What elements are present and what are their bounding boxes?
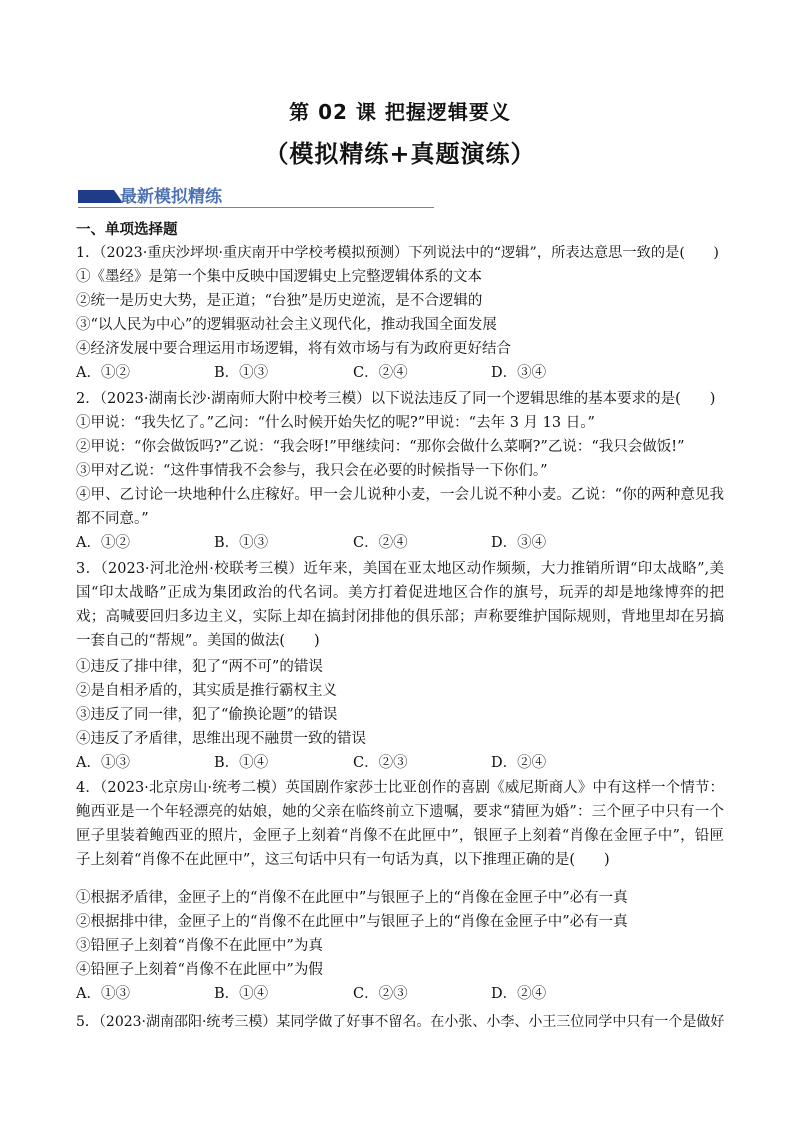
question-stem: 3．（2023·河北沧州·校联考三模）近年来，美国在亚太地区动作频频，大力推销所谓“印太战略”,美国“印太战略”正成为集团政治的代名词。美方打着促进地区合作的旗号，玩弄的却是地缘博弈的把戏；高喊要回归多边主义，实际上却在搞封闭排他的俱乐部；声称要维护国际规则，背地里却在另搞一套自己的“帮规”。美国的做法( )	[76, 561, 724, 649]
banner-underline	[78, 207, 434, 208]
statement-item: ②是自相矛盾的，其实质是推行霸权主义	[76, 683, 337, 699]
option-d: D．③④	[491, 365, 547, 381]
statement-item: ①违反了排中律，犯了“两不可”的错误	[76, 659, 323, 675]
option-c: C．②③	[353, 986, 408, 1002]
part-heading: 一、单项选择题	[76, 222, 178, 238]
question-stem: 4．（2023·北京房山·统考二模）英国剧作家莎士比亚创作的喜剧《威尼斯商人》中有这样一个情节：鲍西亚是一个年轻漂亮的姑娘，她的父亲在临终前立下遗嘱，要求“猜匣为婚”：三个匣子中只有一个匣子里装着鲍西亚的照片，金匣子上刻着“肖像不在此匣中”，银匣子上刻着“肖像在金匣子中”，铅匣子上刻着“肖像不在此匣中”，这三句话中只有一句话为真，以下推理正确的是( )	[76, 780, 724, 868]
statement-item: ③违反了同一律，犯了“偷换论题”的错误	[76, 707, 338, 723]
statement-item: ④甲、乙讨论一块地种什么庄稼好。甲一会儿说种小麦，一会儿说不种小麦。乙说：“你的两种意见我都不同意。”	[76, 487, 724, 527]
option-b: B．①③	[214, 365, 269, 381]
option-d: D．②④	[491, 755, 547, 771]
statement-item: ③铅匣子上刻着“肖像不在此匣中”为真	[76, 938, 323, 954]
option-b: B．①④	[214, 755, 269, 771]
option-c: C．②④	[353, 535, 408, 551]
lesson-subtitle: （模拟精练+真题演练）	[264, 140, 536, 168]
statement-item: ③甲对乙说：“这件事情我不会参与，我只会在必要的时候指导一下你们。”	[76, 463, 548, 479]
option-c: C．②③	[353, 755, 408, 771]
statement-item: ④违反了矛盾律，思维出现不融贯一致的错误	[76, 731, 366, 747]
statement-item: ④铅匣子上刻着“肖像不在此匣中”为假	[76, 962, 323, 978]
option-d: D．②④	[491, 986, 547, 1002]
option-b: B．①④	[214, 986, 269, 1002]
statement-item: ④经济发展中要合理运用市场逻辑，将有效市场与有为政府更好结合	[76, 341, 511, 357]
question-stem: 1．（2023·重庆沙坪坝·重庆南开中学校考模拟预测）下列说法中的“逻辑”，所表达意思一致的是( )	[76, 245, 719, 261]
question-stem: 2．（2023·湖南长沙·湖南师大附中校考三模）以下说法违反了同一个逻辑思维的基本要求的是( )	[76, 391, 716, 407]
statement-item: ②甲说：“你会做饭吗?”乙说：“我会呀!”甲继续问：“那你会做什么菜啊?”乙说：“我只会做饭!”	[76, 439, 685, 455]
statement-item: ①甲说：“我失忆了。”乙问：“什么时候开始失忆的呢?”甲说：“去年 3 月 13 日。”	[76, 415, 595, 431]
section-label: 最新模拟精练	[120, 187, 222, 207]
statement-item: ②统一是历史大势，是正道；“台独”是历史逆流，是不合逻辑的	[76, 293, 483, 309]
option-a: A．①③	[76, 986, 130, 1002]
option-c: C．②④	[353, 365, 408, 381]
section-banner	[76, 180, 434, 210]
option-a: A．①②	[76, 365, 130, 381]
option-a: A．①②	[76, 535, 130, 551]
banner-bar-icon	[78, 190, 114, 203]
statement-item: ①《墨经》是第一个集中反映中国逻辑史上完整逻辑体系的文本	[76, 269, 482, 285]
statement-item: ②根据排中律，金匣子上的“肖像不在此匣中”与银匣子上的“肖像在金匣子中”必有一真	[76, 914, 628, 930]
option-a: A．①③	[76, 755, 130, 771]
lesson-title: 第 02 课 把握逻辑要义	[289, 100, 511, 124]
option-b: B．①③	[214, 535, 269, 551]
statement-item: ③“以人民为中心”的逻辑驱动社会主义现代化，推动我国全面发展	[76, 317, 497, 333]
statement-item: ①根据矛盾律，金匣子上的“肖像不在此匣中”与银匣子上的“肖像在金匣子中”必有一真	[76, 890, 628, 906]
option-d: D．③④	[491, 535, 547, 551]
question-stem: 5．（2023·湖南邵阳·统考三模）某同学做了好事不留名。在小张、小李、小王三位同学中只有一个是做好	[76, 1014, 725, 1030]
